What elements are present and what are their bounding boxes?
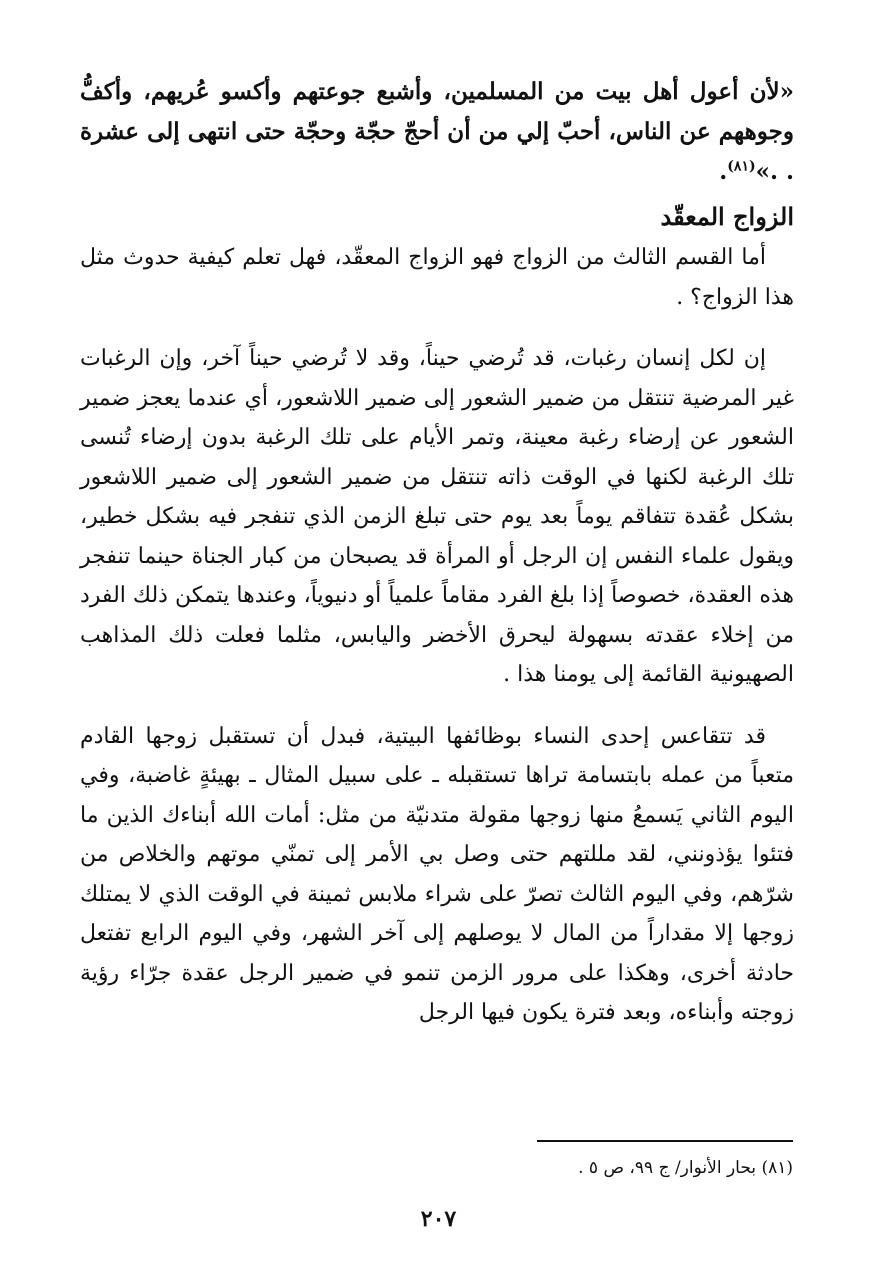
footnote-divider xyxy=(537,1140,793,1142)
quote-text: «لأن أعول أهل بيت من المسلمين، وأشبع جوعتهم وأكسو عُريهم، وأكفُّ وجوههم عن الناس، أحبّ إلي من أن أحجّ حجّة وحجّة حتى انتهى إلى عشرة . .» xyxy=(80,78,794,185)
footnote-reference: (٨١) xyxy=(727,158,756,175)
paragraph-desires: إن لكل إنسان رغبات، قد تُرضي حيناً، وقد لا تُرضي حيناً آخر، وإن الرغبات غير المرضية تنتقل من ضمير الشعور إلى ضمير اللاشعور، أي عندما يعجز ضمير الشعور عن إرضاء رغبة معينة، وتمر الأيام على تلك الرغبة بدون إرضاء تُنسى تلك الرغبة لكنها في الوقت ذاته تنتقل من ضمير الشعور إلى ضمير اللاشعور بشكل عُقدة تتفاقم يوماً بعد يوم حتى تبلغ الزمن الذي تنفجر فيه بشكل خطير، ويقول علماء النفس إن الرجل أو المرأة قد يصبحان من كبار الجناة حينما تنفجر هذه العقدة، خصوصاً إذا بلغ الفرد مقاماً علمياً أو دنيوياً، وعندها يتمكن ذلك الفرد من إخلاء عقدته بسهولة ليحرق الأخضر واليابس، مثلما فعلت ذلك المذاهب الصهيونية القائمة إلى يومنا هذا . xyxy=(80,346,794,687)
paragraph-intro: أما القسم الثالث من الزواج فهو الزواج المعقّد، فهل تعلم كيفية حدوث مثل هذا الزواج؟ . xyxy=(80,245,794,310)
hadith-quote xyxy=(80,72,794,192)
section-heading: الزواج المعقّد xyxy=(660,202,794,231)
page-body xyxy=(80,72,794,1033)
paragraph-example: قد تتقاعس إحدى النساء بوظائفها البيتية، فبدل أن تستقبل زوجها القادم متعباً من عمله بابتسامة تراها تستقبله ـ على سبيل المثال ـ بهيئةٍ غاضبة، وفي اليوم الثاني يَسمعُ منها زوجها مقولة متدنيّة من مثل: أمات الله أبناءك الذين ما فتئوا يؤذونني، لقد مللتهم حتى وصل بي الأمر إلى تمنّي موتهم والخلاص من شرّهم، وفي اليوم الثالث تصرّ على شراء ملابس ثمينة في الوقت الذي لا يمتلك زوجها إلا مقداراً من المال لا يوصلهم إلى آخر الشهر، وفي اليوم الرابع تفتعل حادثة أخرى، وهكذا على مرور الزمن تنمو في ضمير الرجل عقدة جرّاء رؤية زوجته وأبناءه، وبعد فترة يكون فيها الرجل xyxy=(80,723,794,1025)
page-number: ٢٠٧ xyxy=(420,1206,457,1232)
footnote: (٨١) بحار الأنوار/ ج ٩٩، ص ٥ . xyxy=(578,1158,793,1178)
quote-end: . xyxy=(719,158,728,185)
